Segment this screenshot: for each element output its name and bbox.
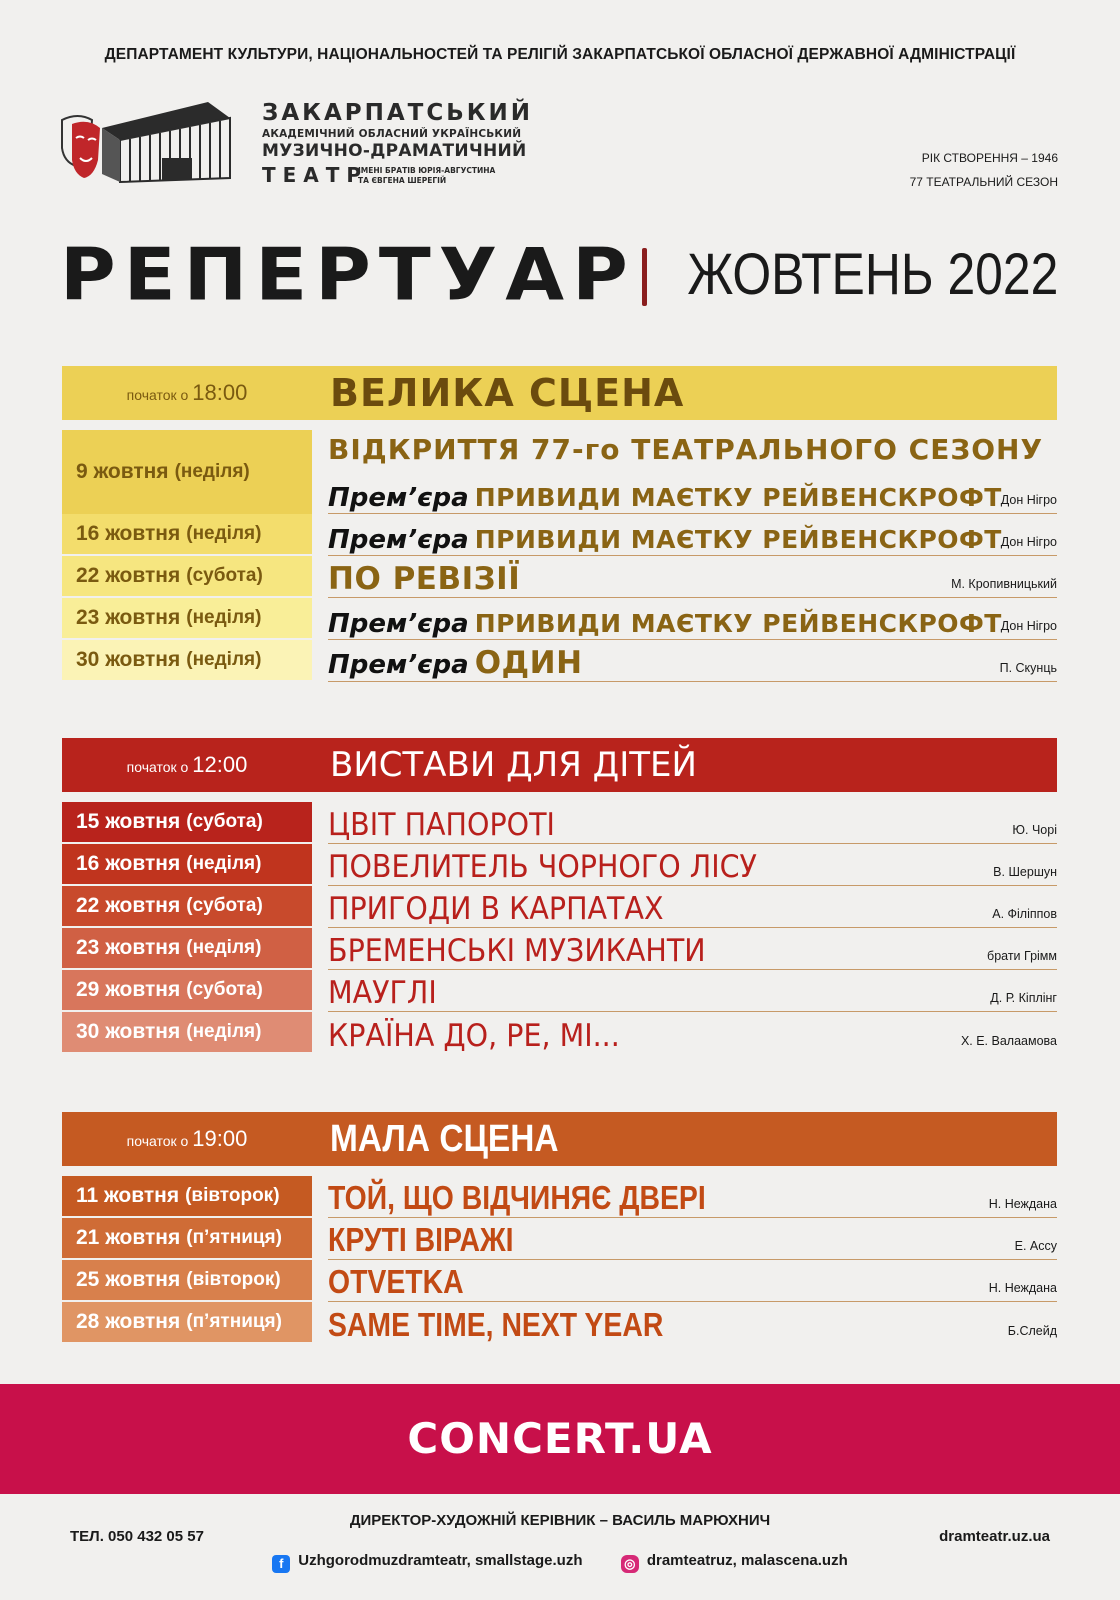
play-title: Прем’єра ОДИН <box>328 645 583 681</box>
author: М. Кропивницький <box>951 577 1057 591</box>
play-title: ЦВІТ ПАПОРОТІ <box>328 807 555 843</box>
director-line: ДИРЕКТОР-ХУДОЖНІЙ КЕРІВНИК – ВАСИЛЬ МАРЮХНИЧ <box>349 1512 771 1529</box>
play-title: ПОВЕЛИТЕЛЬ ЧОРНОГО ЛІСУ <box>328 849 757 885</box>
date-cell: 9 жовтня (неділя) <box>62 430 312 514</box>
date-cell: 28 жовтня (п’ятниця) <box>62 1302 312 1342</box>
author: Н. Неждана <box>988 1197 1057 1211</box>
author: Е. Ассу <box>1014 1239 1057 1253</box>
date-cell: 25 жовтня (вівторок) <box>62 1260 312 1300</box>
table-row <box>328 928 1057 970</box>
social-links <box>0 1552 1120 1573</box>
instagram-link[interactable]: dramteatruz, malascena.uzh <box>646 1552 848 1569</box>
table-row <box>328 1218 1057 1260</box>
table-row <box>328 514 1057 556</box>
opening-row <box>328 430 1057 468</box>
section-name: ВЕЛИКА СЦЕНА <box>330 371 685 415</box>
author: Ю. Чорі <box>1012 823 1057 837</box>
play-title: Прем’єра ПРИВИДИ МАЄТКУ РЕЙВЕНСКРОФТ <box>328 483 1002 513</box>
play-title: OTVETKA <box>328 1263 464 1300</box>
author: А. Філіппов <box>992 907 1057 921</box>
author: брати Грімм <box>987 949 1057 963</box>
founded-year: РІК СТВОРЕННЯ – 1946 <box>921 151 1058 165</box>
table-row <box>328 886 1057 928</box>
logo-line-1: ЗАКАРПАТСЬКИЙ <box>262 100 534 126</box>
logo-line-2: АКАДЕМІЧНИЙ ОБЛАСНИЙ УКРАЇНСЬКИЙ <box>262 128 522 140</box>
section-small-stage-header <box>62 1112 1057 1166</box>
table-row <box>328 598 1057 640</box>
play-title: БРЕМЕНСЬКІ МУЗИКАНТИ <box>328 933 706 969</box>
table-row <box>328 1302 1057 1344</box>
play-title: КРАЇНА ДО, РЕ, МІ... <box>328 1018 620 1054</box>
table-row <box>328 844 1057 886</box>
title-divider <box>642 248 647 306</box>
play-title: КРУТІ ВІРАЖІ <box>328 1221 514 1258</box>
table-row <box>328 556 1057 598</box>
date-cell: 16 жовтня (неділя) <box>62 844 312 884</box>
date-cell: 22 жовтня (субота) <box>62 556 312 596</box>
theatre-logo <box>58 98 534 188</box>
start-time: початок о 19:00 <box>126 1126 248 1151</box>
date-cell: 30 жовтня (неділя) <box>62 1012 312 1052</box>
logo-line-4: ТЕАТР <box>262 163 369 187</box>
theatre-building-icon <box>58 98 248 190</box>
table-row <box>328 1260 1057 1302</box>
section-big-stage-header <box>62 366 1057 420</box>
start-time: початок о 12:00 <box>126 752 248 777</box>
website-link[interactable]: dramteatr.uz.ua <box>939 1528 1050 1545</box>
table-row <box>328 970 1057 1012</box>
department-heading: ДЕПАРТАМЕНТ КУЛЬТУРИ, НАЦІОНАЛЬНОСТЕЙ ТА РЕЛІГІЙ ЗАКАРПАТСЬКОЇ ОБЛАСНОЇ ДЕРЖАВНОЇ АДМІНІСТРАЦІЇ <box>104 46 1016 63</box>
author: Б.Слейд <box>1007 1324 1057 1338</box>
date-cell: 29 жовтня (субота) <box>62 970 312 1010</box>
date-cell: 15 жовтня (субота) <box>62 802 312 842</box>
table-row <box>328 802 1057 844</box>
date-cell: 30 жовтня (неділя) <box>62 640 312 680</box>
play-title: ТОЙ, ЩО ВІДЧИНЯЄ ДВЕРІ <box>328 1179 706 1216</box>
section-name: ВИСТАВИ ДЛЯ ДІТЕЙ <box>330 745 697 785</box>
table-row <box>328 640 1057 682</box>
month-title: ЖОВТЕНЬ 2022 <box>686 242 1058 307</box>
logo-line-3: МУЗИЧНО-ДРАМАТИЧНИЙ <box>262 141 527 161</box>
date-cell: 22 жовтня (субота) <box>62 886 312 926</box>
author: Н. Неждана <box>988 1281 1057 1295</box>
play-title: Прем’єра ПРИВИДИ МАЄТКУ РЕЙВЕНСКРОФТ <box>328 609 1002 639</box>
author: П. Скунць <box>999 661 1057 675</box>
author: Дон Нігро <box>1000 535 1057 549</box>
start-time: початок о 18:00 <box>126 380 248 405</box>
logo-line-5a: ІМЕНІ БРАТІВ ЮРІЯ-АВГУСТИНА <box>358 166 496 175</box>
section-name: МАЛА СЦЕНА <box>330 1118 559 1160</box>
table-row <box>328 470 1057 514</box>
play-title: Прем’єра ПРИВИДИ МАЄТКУ РЕЙВЕНСКРОФТ <box>328 525 1002 555</box>
date-cell: 23 жовтня (неділя) <box>62 928 312 968</box>
page-title: РЕПЕРТУАР <box>60 232 636 317</box>
logo-line-5b: ТА ЄВГЕНА ШЕРЕГІЙ <box>358 176 447 185</box>
author: В. Шершун <box>993 865 1057 879</box>
table-row <box>328 1176 1057 1218</box>
table-row <box>328 1012 1057 1054</box>
instagram-icon: ◎ <box>621 1555 639 1573</box>
date-cell: 23 жовтня (неділя) <box>62 598 312 638</box>
facebook-icon: f <box>272 1555 290 1573</box>
facebook-link[interactable]: Uzhgorodmuzdramteatr, smallstage.uzh <box>298 1552 583 1569</box>
author: Дон Нігро <box>1000 493 1057 507</box>
play-title: ПРИГОДИ В КАРПАТАХ <box>328 891 664 927</box>
author: Х. Е. Валаамова <box>960 1034 1057 1048</box>
date-cell: 21 жовтня (п’ятниця) <box>62 1218 312 1258</box>
founded-info <box>910 146 1058 194</box>
author: Дон Нігро <box>1000 619 1057 633</box>
opening-title: ВІДКРИТТЯ 77-го ТЕАТРАЛЬНОГО СЕЗОНУ <box>328 433 1044 466</box>
date-cell: 16 жовтня (неділя) <box>62 514 312 554</box>
author: Д. Р. Кіплінг <box>990 991 1057 1005</box>
play-title: МАУГЛІ <box>328 975 437 1011</box>
play-title: SAME TIME, NEXT YEAR <box>328 1306 664 1343</box>
season-number: 77 ТЕАТРАЛЬНИЙ СЕЗОН <box>909 175 1058 189</box>
concert-ua-link[interactable]: CONCERT.UA <box>407 1414 713 1463</box>
phone-number: ТЕЛ. 050 432 05 57 <box>70 1528 204 1545</box>
date-cell: 11 жовтня (вівторок) <box>62 1176 312 1216</box>
section-kids-header <box>62 738 1057 792</box>
play-title: ПО РЕВІЗІЇ <box>328 561 521 597</box>
